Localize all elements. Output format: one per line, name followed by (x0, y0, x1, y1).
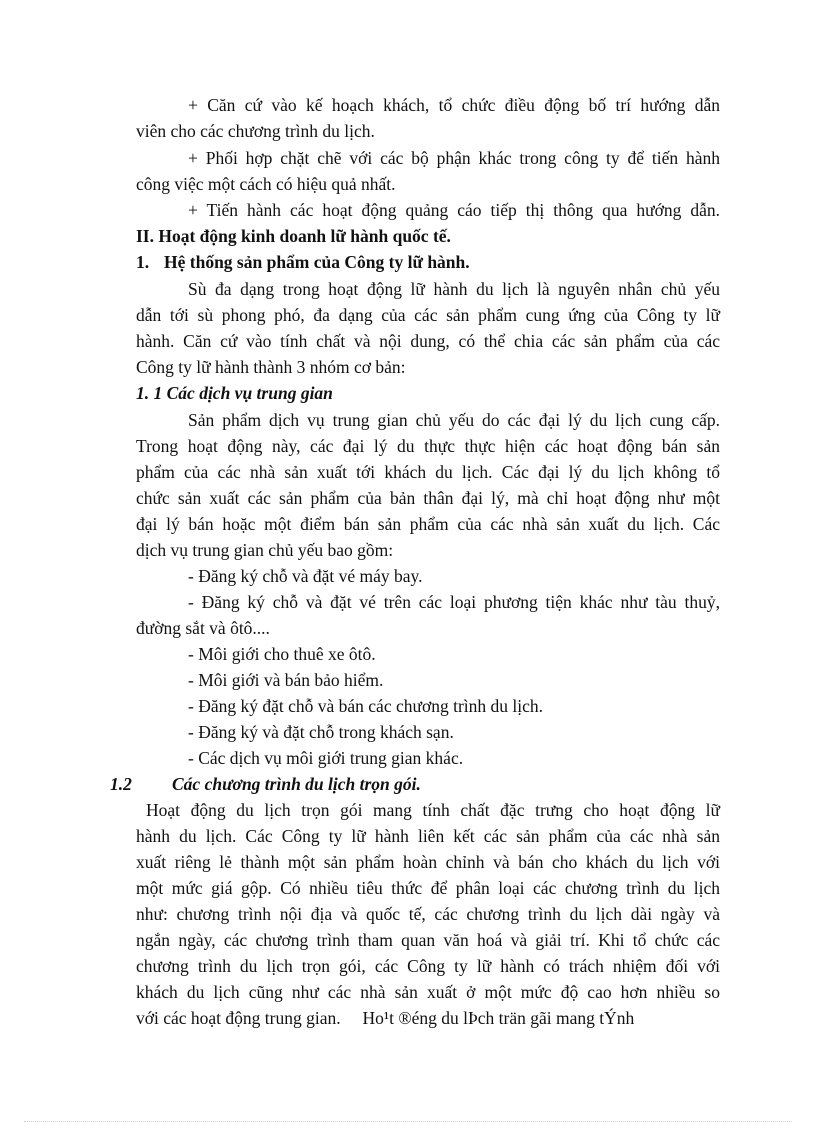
text-line: dẫn tới sù phong phó, đa dạng của các sản phẩm cung ứng của Công ty lữ (136, 305, 720, 325)
text-line: công việc một cách có hiệu quả nhất. (136, 174, 396, 194)
text-line: chương trình du lịch trọn gói, các Công ty lữ hành có trách nhiệm đối với (136, 956, 720, 976)
text-line: chức sản xuất các sản phẩm của bản thân đại lý, mà chỉ hoạt động như một (136, 488, 720, 508)
text-line: một mức giá gộp. Có nhiều tiêu thức để phân loại các chương trình du lịch (136, 878, 720, 898)
text-line: Công ty lữ hành thành 3 nhóm cơ bản: (136, 357, 406, 377)
heading-1-text: Hệ thống sản phẩm của Công ty lữ hành. (164, 252, 470, 272)
list-item: - Các dịch vụ môi giới trung gian khác. (188, 748, 464, 768)
text-line: hành. Căn cứ vào tính chất và nội dung, có thể chia các sản phẩm của các (136, 331, 720, 351)
text-line: đường sắt và ôtô.... (136, 618, 270, 638)
list-item: - Đăng ký và đặt chỗ trong khách sạn. (188, 722, 454, 742)
list-item: - Đăng ký chỗ và đặt vé trên các loại phương tiện khác như tàu thuỷ, (188, 592, 720, 612)
list-item: - Môi giới và bán bảo hiểm. (188, 670, 384, 690)
text-line: khách du lịch cũng như các nhà sản xuất ở một mức độ cao hơn nhiều so (136, 982, 720, 1002)
text-line: + Phối hợp chặt chẽ với các bộ phận khác trong công ty để tiến hành (188, 148, 720, 168)
list-item: - Đăng ký đặt chỗ và bán các chương trình du lịch. (188, 696, 544, 716)
text-line: đại lý bán hoặc một điểm bán sản phẩm của các nhà sản xuất du lịch. Các (136, 514, 720, 534)
text-line: xuất riêng lẻ thành một sản phẩm hoàn chỉnh và bán cho khách du lịch với (136, 852, 720, 872)
heading-1-2-text: Các chương trình du lịch trọn gói. (172, 774, 421, 794)
list-item: - Đăng ký chỗ và đặt vé máy bay. (188, 566, 423, 586)
heading-1-number: 1. (136, 252, 150, 272)
text-line: Trong hoạt động này, các đại lý du thực thực hiện các hoạt động bán sản (136, 436, 720, 456)
text-line: Sản phẩm dịch vụ trung gian chủ yếu do các đại lý du lịch cung cấp. (188, 410, 720, 430)
text-line: + Căn cứ vào kế hoạch khách, tổ chức điều động bố trí hướng dẫn (188, 95, 720, 115)
text-line: với các hoạt động trung gian. Ho¹t ®éng du lÞch trän gãi mang tÝnh (136, 1008, 635, 1028)
heading-1-1: 1. 1 Các dịch vụ trung gian (136, 383, 333, 403)
text-line: dịch vụ trung gian chủ yếu bao gồm: (136, 540, 394, 560)
text-line: Sù đa dạng trong hoạt động lữ hành du lịch là nguyên nhân chủ yếu (188, 279, 720, 299)
heading-1-2-number: 1.2 (110, 774, 132, 794)
page-bottom-divider (24, 1121, 792, 1122)
text-line: như: chương trình nội địa và quốc tế, các chương trình du lịch dài ngày và (136, 904, 720, 924)
text-line: + Tiến hành các hoạt động quảng cáo tiếp thị thông qua hướng dẫn. (188, 200, 720, 220)
text-line: Hoạt động du lịch trọn gói mang tính chất đặc trưng cho hoạt động lữ (146, 800, 720, 820)
heading-section-ii: II. Hoạt động kinh doanh lữ hành quốc tế. (136, 226, 451, 246)
text-line: ngắn ngày, các chương trình tham quan văn hoá và giải trí. Khi tổ chức các (136, 930, 720, 950)
text-line: phẩm của các nhà sản xuất tới khách du lịch. Các đại lý du lịch không tổ (136, 462, 720, 482)
text-line: viên cho các chương trình du lịch. (136, 121, 375, 141)
list-item: - Môi giới cho thuê xe ôtô. (188, 644, 376, 664)
text-line: hành du lịch. Các Công ty lữ hành liên kết các sản phẩm của các nhà sản (136, 826, 720, 846)
